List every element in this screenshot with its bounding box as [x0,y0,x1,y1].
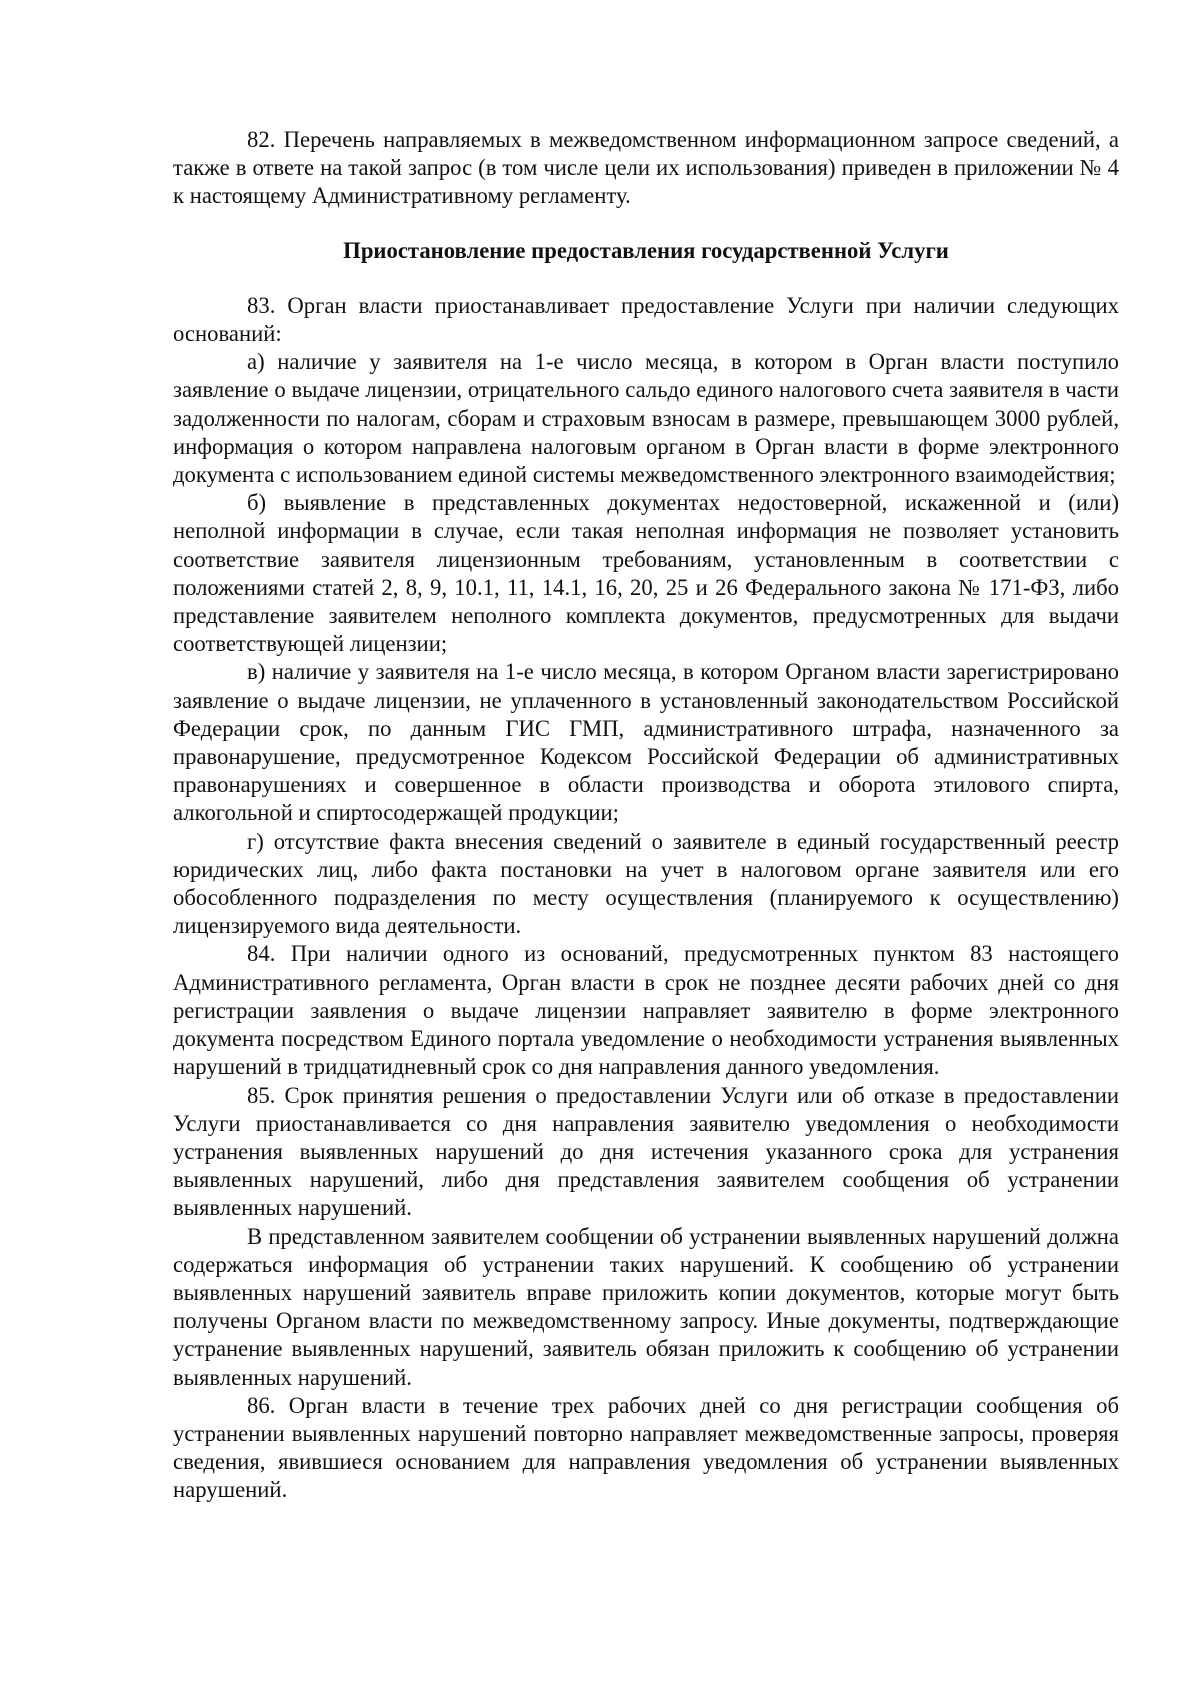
paragraph-85: 85. Срок принятия решения о предоставлении Услуги или об отказе в предоставлении Услуги приостанавливается со дня направления заявителю уведомления о необходимости устранения выявленных нарушений до дня истечения указанного срока для устранения выявленных нарушений, либо дня представления заявителем сообщения об устранении выявленных нарушений. [173,1082,1119,1221]
item-v: в) наличие у заявителя на 1-е число месяца, в котором Органом власти зарегистрировано заявление о выдаче лицензии, не уплаченного в установленный законодательством Российской Федерации срок, по данным ГИС ГМП, административного штрафа, назначенного за правонарушение, предусмотренное Кодексом Российской Федерации об административных правонарушениях и совершенное в области производства и оборота этилового спирта, алкогольной и спиртосодержащей продукции; [173,659,1119,826]
item-a: а) наличие у заявителя на 1-е число месяца, в котором в Орган власти поступило заявление о выдаче лицензии, отрицательного сальдо единого налогового счета заявителя в части задолженности по налогам, сборам и страховым взносам в размере, превышающем 3000 рублей, информация о котором направлена налоговым органом в Орган власти в форме электронного документа с использованием единой системы межведомственного электронного взаимодействия; [173,349,1119,488]
paragraph-85-continued: В представленном заявителем сообщении об устранении выявленных нарушений должна содержаться информация об устранении таких нарушений. К сообщению об устранении выявленных нарушений заявитель вправе приложить копии документов, которые могут быть получены Органом власти по межведомственному запросу. Иные документы, подтверждающие устранение выявленных нарушений, заявитель обязан приложить к сообщению об устранении выявленных нарушений. [173,1223,1119,1390]
item-g: г) отсутствие факта внесения сведений о заявителе в единый государственный реестр юридических лиц, либо факта постановки на учет в налоговом органе заявителя или его обособленного подразделения по месту осуществления (планируемого к осуществлению) лицензируемого вида деятельности. [173,828,1119,939]
paragraph-84: 84. При наличии одного из оснований, предусмотренных пунктом 83 настоящего Административного регламента, Орган власти в срок не позднее десяти рабочих дней со дня регистрации заявления о выдаче лицензии направляет заявителю в форме электронного документа посредством Единого портала уведомление о необходимости устранения выявленных нарушений в тридцатидневный срок со дня направления данного уведомления. [173,941,1119,1080]
paragraph-86: 86. Орган власти в течение трех рабочих дней со дня регистрации сообщения об устранении выявленных нарушений повторно направляет межведомственные запросы, проверяя сведения, явившиеся основанием для направления уведомления об устранении выявленных нарушений. [173,1392,1119,1503]
paragraph-83: 83. Орган власти приостанавливает предоставление Услуги при наличии следующих оснований: [173,292,1119,347]
section-heading: Приостановление предоставления государственной Услуги [343,237,949,263]
item-b: б) выявление в представленных документах недостоверной, искаженной и (или) неполной информации в случае, если такая неполная информация не позволяет установить соответствие заявителя лицензионным требованиям, установленным в соответствии с положениями статей 2, 8, 9, 10.1, 11, 14.1, 16, 20, 25 и 26 Федерального закона № 171-ФЗ, либо представление заявителем неполного комплекта документов, предусмотренных для выдачи соответствующей лицензии; [173,490,1119,657]
document-body [173,126,1119,1505]
paragraph-82: 82. Перечень направляемых в межведомственном информационном запросе сведений, а также в ответе на такой запрос (в том числе цели их использования) приведен в приложении № 4 к настоящему Административному регламенту. [173,127,1119,209]
